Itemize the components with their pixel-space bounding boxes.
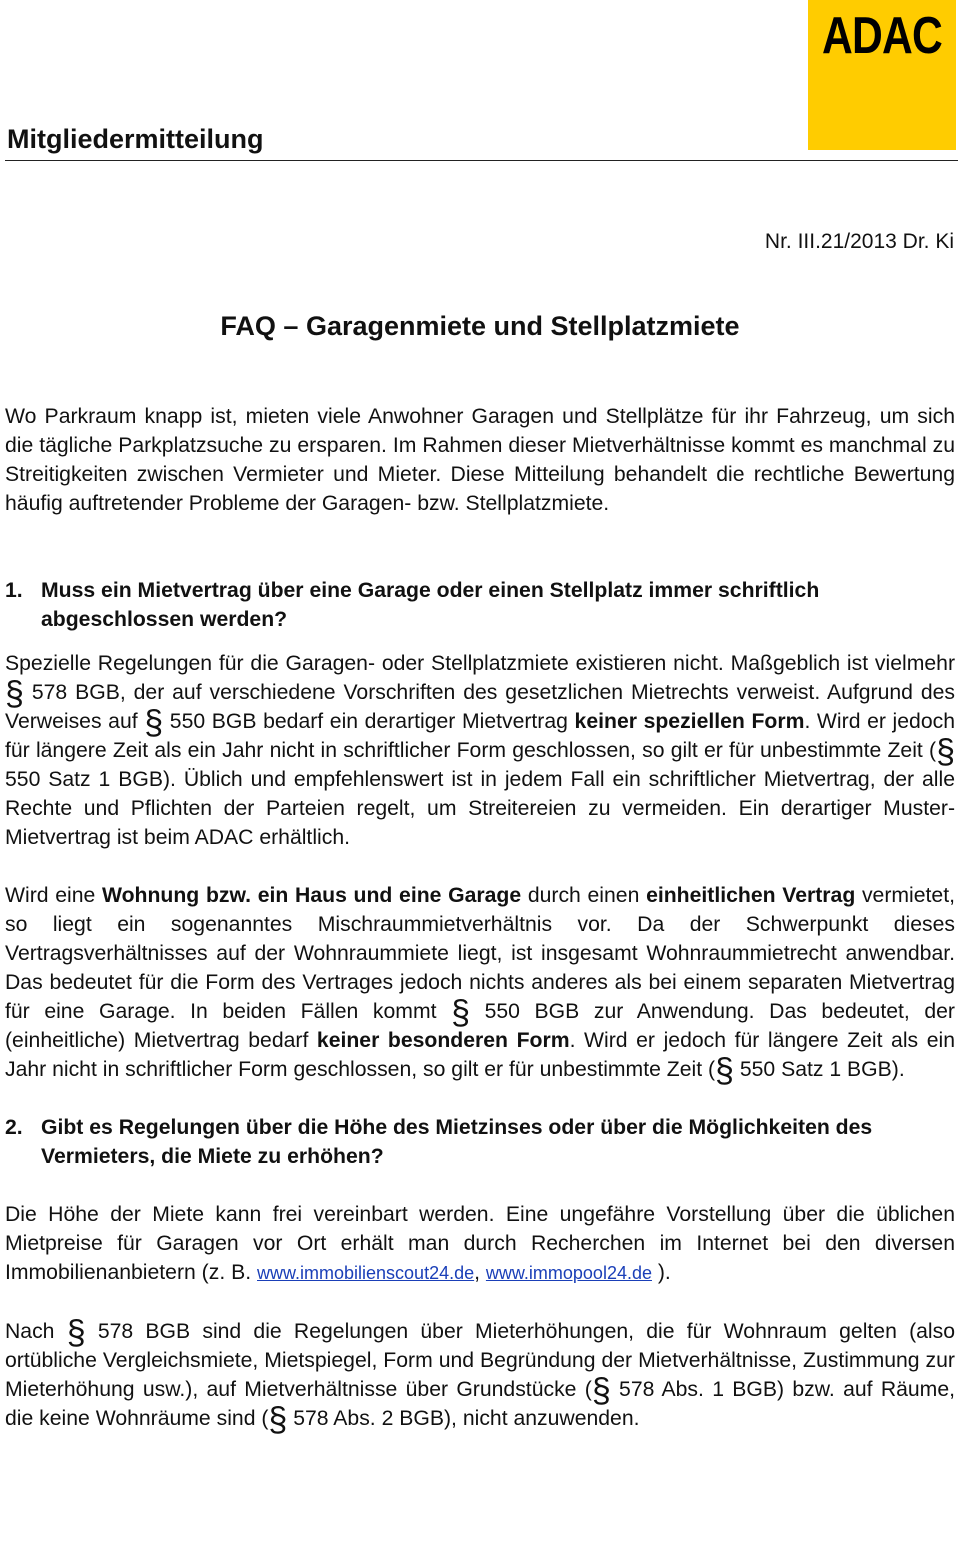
text-run: 550 Satz 1 BGB). Üblich und empfehlenswert ist in jedem Fall ein schriftlicher Mietvertrag, der alle Rechte und Pflichten der Parteien regelt, um Streitereien zu vermeiden. Ein derartiger Muster-Mietvertrag ist beim ADAC erhältlich. — [5, 768, 955, 849]
question-1 — [5, 576, 955, 634]
text-run: 578 Abs. 1 BGB) bzw. auf Räume, die keine Wohnräume sind ( — [5, 1378, 956, 1430]
text-run: 578 BGB sind die Regelungen über Mieterhöhungen, die für Wohnraum gelten (also ortübliche Vergleichsmiete, Mietspiegel, Form und Begründung der Mietverhältnisse, Zustimmung zur Mieterhöhung usw.), auf Mietverhältnisse über Grundstücke ( — [5, 1320, 955, 1401]
text-run: Spezielle Regelungen für die Garagen- oder Stellplatzmiete existieren nicht. Maßgeblich ist vielmehr — [5, 652, 955, 675]
text-run: Wird eine — [5, 884, 102, 907]
header-rule — [5, 160, 958, 161]
document-body — [5, 119, 955, 125]
text-run: 578 BGB, der auf verschiedene Vorschriften des gesetzlichen Mietrechts verweist. Aufgrund des Verweises auf — [5, 681, 955, 733]
text-run: durch einen — [521, 884, 647, 907]
answer-2-paragraph-2 — [5, 1314, 956, 1439]
text-run: . Wird er jedoch für längere Zeit als ein Jahr nicht in schriftlicher Form geschlossen, so gilt er für unbestimmte Zeit ( — [5, 1029, 955, 1081]
text-run: 550 BGB bedarf ein derartiger Mietvertrag — [163, 710, 575, 733]
bold-run: keiner besonderen Form — [316, 1029, 570, 1052]
text-run: . Wird er jedoch für längere Zeit als ein Jahr nicht in schriftlicher Form geschlossen, so gilt er für unbestimmte Zeit ( — [5, 710, 955, 762]
section-sign: § — [5, 675, 24, 713]
reference-number: Nr. III.21/2013 Dr. Ki — [764, 230, 954, 253]
section-sign: § — [66, 1314, 86, 1352]
section-sign: § — [715, 1052, 734, 1090]
intro-text: Wo Parkraum knapp ist, mieten viele Anwohner Garagen und Stellplätze für ihr Fahrzeug, um sich die tägliche Parkplatzsuche zu ersparen. Im Rahmen dieser Mietverhältnisse kommt es manchmal zu Streitigkeiten zwischen Vermieter und Mieter. Diese Mitteilung behandelt die rechtliche Bewertung häufig auftretender Probleme der Garagen- bzw. Stellplatzmiete. — [5, 405, 955, 515]
document-main — [5, 402, 956, 1439]
text-run: 578 Abs. 2 BGB), nicht anzuwenden. — [287, 1407, 640, 1430]
text-run: ). — [651, 1261, 671, 1284]
link-immobilienscout24[interactable]: www.immobilienscout24.de — [257, 1263, 475, 1283]
bold-run: ein Haus und eine Garage — [251, 884, 522, 907]
question-2 — [5, 1113, 955, 1171]
question-1-number: 1. — [5, 579, 23, 602]
section-sign: § — [268, 1401, 288, 1439]
bold-run: Wohnung bzw. — [101, 884, 252, 907]
text-run: vermietet, so liegt ein sogenanntes Mischraummietverhältnis vor. Da der Schwerpunkt dieses Vertragsverhältnisses auf der Wohnraummiete liegt, ist insgesamt Wohnraummietrecht anwendbar. Das bedeutet für die Form des Vertrages jedoch nichts anderes als bei einem separaten Mietvertrag für eine Garage. In beiden Fällen kommt — [5, 884, 955, 1023]
adac-logo — [808, 0, 956, 150]
answer-1-paragraph-1 — [5, 649, 955, 852]
text-run: 550 BGB zur Anwendung. Das bedeutet, der (einheitliche) Mietvertrag bedarf — [5, 1000, 955, 1052]
faq-title: FAQ – Garagenmiete und Stellplatzmiete — [220, 311, 740, 341]
question-2-text: Gibt es Regelungen über die Höhe des Mietzinses oder über die Möglichkeiten des Vermieters, die Miete zu erhöhen? — [41, 1116, 873, 1168]
section-sign: § — [936, 733, 955, 771]
document-title: Mitgliedermitteilung — [7, 124, 264, 154]
answer-2-paragraph-1 — [5, 1200, 955, 1288]
logo-text: ADAC — [822, 7, 942, 65]
answer-1-paragraph-2 — [5, 881, 955, 1090]
section-sign: § — [591, 1372, 611, 1410]
text-run: Nach — [5, 1320, 67, 1343]
text-run: , — [474, 1261, 486, 1284]
bold-run: einheitlichen Vertrag — [646, 884, 856, 907]
question-1-text: Muss ein Mietvertrag über eine Garage oder einen Stellplatz immer schriftlich abgeschlossen werden? — [41, 579, 820, 631]
section-sign: § — [144, 704, 164, 742]
text-run: 550 Satz 1 BGB). — [733, 1058, 905, 1081]
bold-run: keiner speziellen Form — [574, 710, 805, 733]
link-immopool24[interactable]: www.immopool24.de — [485, 1263, 652, 1283]
text-run: Die Höhe der Miete kann frei vereinbart werden. Eine ungefähre Vorstellung über die üblichen Mietpreise für Garagen vor Ort erhält man durch Recherchen im Internet bei den diversen Immobilienanbietern (z. B. — [5, 1203, 955, 1284]
question-2-number: 2. — [5, 1116, 23, 1139]
section-sign: § — [451, 994, 470, 1032]
